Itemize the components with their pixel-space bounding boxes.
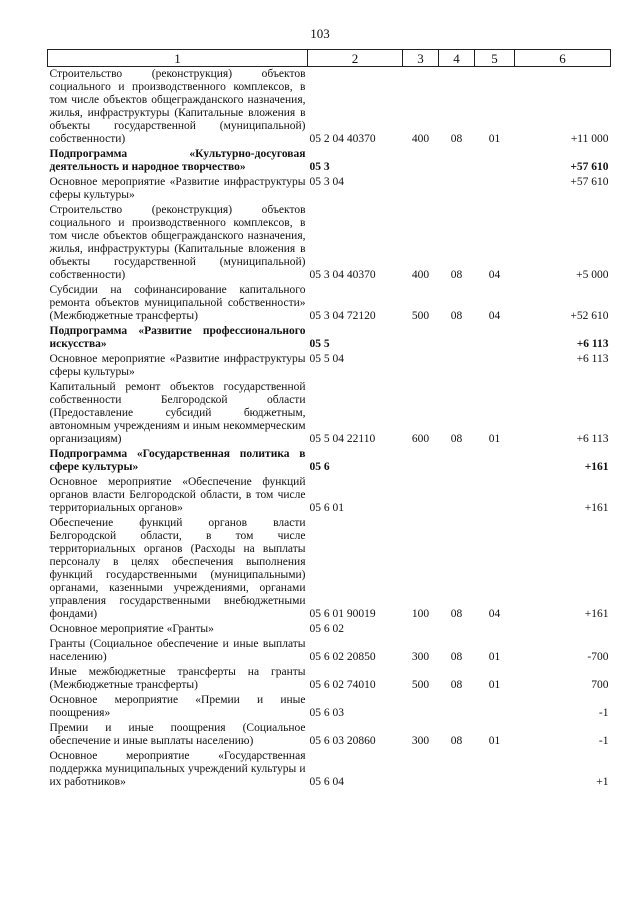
row-section: 08 <box>450 735 463 747</box>
row-code: 05 3 04 40370 <box>309 269 376 281</box>
row-expense-type: 400 <box>411 269 430 281</box>
row-code: 05 6 01 <box>309 502 344 514</box>
table-row <box>48 324 611 352</box>
row-subsection <box>475 147 515 175</box>
row-expense-type <box>403 447 439 475</box>
row-subsection <box>475 622 515 637</box>
row-code: 05 5 04 22110 <box>309 433 376 445</box>
table-row <box>48 175 611 203</box>
table-row <box>48 665 611 693</box>
row-amount: +52 610 <box>570 310 609 322</box>
table-row <box>48 203 611 283</box>
row-expense-type: 400 <box>411 133 430 145</box>
row-subsection: 01 <box>488 735 501 747</box>
row-amount: -700 <box>587 651 609 663</box>
row-section: 08 <box>450 433 463 445</box>
row-code: 05 5 <box>309 338 330 350</box>
row-name: Основное мероприятие «Гранты» <box>49 623 214 635</box>
row-subsection <box>475 749 515 790</box>
row-name: Обеспечение функций органов власти Белгородской области, в том числе территориальных органов (Расходы на выплаты персоналу в целях обеспечения выполнения функций государственными (муниципальными) органами, казенными учреждениями, органами управления государственными внебюджетными фондами) <box>49 517 306 620</box>
row-amount: -1 <box>598 735 609 747</box>
row-code: 05 6 01 90019 <box>309 608 376 620</box>
row-name: Основное мероприятие «Государственная поддержка муниципальных учреждений культуры и их работников» <box>49 750 306 788</box>
row-expense-type <box>403 749 439 790</box>
table-row <box>48 516 611 622</box>
row-name: Строительство (реконструкция) объектов социального и производственного комплексов, в том числе объектов общегражданского назначения, жилья, инфраструктуры (Капитальные вложения в объекты государственной (муниципальной) собственности) <box>49 68 306 145</box>
row-code: 05 2 04 40370 <box>309 133 376 145</box>
row-code: 05 6 02 <box>309 623 344 635</box>
row-expense-type <box>403 622 439 637</box>
row-name: Капитальный ремонт объектов государственной собственности Белгородской области (Предоставление субсидий бюджетным, автономным учреждениям и иным некоммерческим организациям) <box>49 381 306 445</box>
table-row <box>48 721 611 749</box>
row-section: 08 <box>450 133 463 145</box>
row-subsection <box>475 324 515 352</box>
row-expense-type: 500 <box>411 310 430 322</box>
table-body <box>48 67 611 791</box>
row-subsection <box>475 447 515 475</box>
table-row <box>48 147 611 175</box>
row-section <box>439 324 475 352</box>
row-name: Основное мероприятие «Премии и иные поощрения» <box>49 694 306 719</box>
row-name: Подпрограмма «Культурно-досуговая деятельность и народное творчество» <box>49 148 306 173</box>
column-header: 2 <box>308 50 403 67</box>
row-code: 05 3 04 <box>309 176 344 188</box>
row-expense-type <box>403 352 439 380</box>
table-row <box>48 380 611 447</box>
row-amount: +5 000 <box>576 269 609 281</box>
row-expense-type: 500 <box>411 679 430 691</box>
row-subsection <box>475 475 515 516</box>
row-name: Гранты (Социальное обеспечение и иные выплаты населению) <box>49 638 306 663</box>
row-section <box>439 352 475 380</box>
row-section: 08 <box>450 679 463 691</box>
table-row <box>48 67 611 148</box>
column-header: 6 <box>515 50 611 67</box>
row-name: Строительство (реконструкция) объектов социального и производственного комплексов, в том числе объектов общегражданского назначения, жилья, инфраструктуры (Капитальные вложения в объекты государственной (муниципальной) собственности) <box>49 204 306 281</box>
row-code: 05 6 04 <box>309 776 344 788</box>
row-amount: +57 610 <box>570 176 609 188</box>
row-subsection: 01 <box>488 651 501 663</box>
table-row <box>48 637 611 665</box>
row-section: 08 <box>450 651 463 663</box>
row-section <box>439 175 475 203</box>
row-amount: -1 <box>598 707 609 719</box>
row-section: 08 <box>450 310 463 322</box>
column-header: 3 <box>403 50 439 67</box>
row-amount: +57 610 <box>570 161 609 173</box>
row-amount: +1 <box>596 776 609 788</box>
row-subsection: 01 <box>488 433 501 445</box>
column-header: 4 <box>439 50 475 67</box>
row-amount: +6 113 <box>576 338 609 350</box>
row-expense-type: 600 <box>411 433 430 445</box>
row-amount: +6 113 <box>576 433 609 445</box>
column-header: 5 <box>475 50 515 67</box>
row-section <box>439 475 475 516</box>
row-code: 05 5 04 <box>309 353 344 365</box>
row-subsection: 04 <box>488 310 501 322</box>
row-subsection: 01 <box>488 133 501 145</box>
row-subsection: 04 <box>488 269 501 281</box>
row-section <box>439 147 475 175</box>
row-amount <box>515 622 611 637</box>
row-expense-type <box>403 475 439 516</box>
row-section <box>439 693 475 721</box>
row-section <box>439 447 475 475</box>
row-code: 05 3 04 72120 <box>309 310 376 322</box>
row-amount: 700 <box>591 679 609 691</box>
row-subsection <box>475 693 515 721</box>
row-subsection <box>475 352 515 380</box>
table-row <box>48 693 611 721</box>
table-row <box>48 283 611 324</box>
row-subsection: 04 <box>488 608 501 620</box>
column-header: 1 <box>48 50 308 67</box>
row-name: Основное мероприятие «Развитие инфраструктуры сферы культуры» <box>49 353 306 378</box>
budget-table <box>47 49 611 790</box>
row-name: Подпрограмма «Государственная политика в сфере культуры» <box>49 448 306 473</box>
row-code: 05 3 <box>309 161 330 173</box>
page-number: 103 <box>310 26 330 41</box>
row-expense-type <box>403 693 439 721</box>
row-name: Основное мероприятие «Развитие инфраструктуры сферы культуры» <box>49 176 306 201</box>
row-expense-type <box>403 147 439 175</box>
row-expense-type: 100 <box>411 608 430 620</box>
row-amount: +161 <box>584 461 609 473</box>
row-code: 05 6 02 74010 <box>309 679 376 691</box>
row-name: Основное мероприятие «Обеспечение функций органов власти Белгородской области, в том числе территориальных органов» <box>49 476 306 514</box>
row-code: 05 6 03 <box>309 707 344 719</box>
table-header-row <box>48 50 611 67</box>
table-row <box>48 475 611 516</box>
row-amount: +161 <box>584 608 609 620</box>
row-name: Субсидии на софинансирование капитального ремонта объектов муниципальной собственности» (Межбюджетные трансферты) <box>49 284 306 322</box>
row-section <box>439 749 475 790</box>
row-code: 05 6 <box>309 461 330 473</box>
row-name: Иные межбюджетные трансферты на гранты (Межбюджетные трансферты) <box>49 666 306 691</box>
table-row <box>48 447 611 475</box>
row-section: 08 <box>450 269 463 281</box>
row-name: Премии и иные поощрения (Социальное обеспечение и иные выплаты населению) <box>49 722 306 747</box>
table-row <box>48 622 611 637</box>
row-expense-type: 300 <box>411 735 430 747</box>
row-section: 08 <box>450 608 463 620</box>
row-amount: +11 000 <box>570 133 609 145</box>
table-row <box>48 352 611 380</box>
row-code: 05 6 02 20850 <box>309 651 376 663</box>
row-expense-type <box>403 324 439 352</box>
row-subsection: 01 <box>488 679 501 691</box>
row-section <box>439 622 475 637</box>
table-row <box>48 749 611 790</box>
row-amount: +161 <box>584 502 609 514</box>
row-expense-type <box>403 175 439 203</box>
row-name: Подпрограмма «Развитие профессионального искусства» <box>49 325 306 350</box>
row-expense-type: 300 <box>411 651 430 663</box>
row-code: 05 6 03 20860 <box>309 735 376 747</box>
row-amount: +6 113 <box>576 353 609 365</box>
row-subsection <box>475 175 515 203</box>
